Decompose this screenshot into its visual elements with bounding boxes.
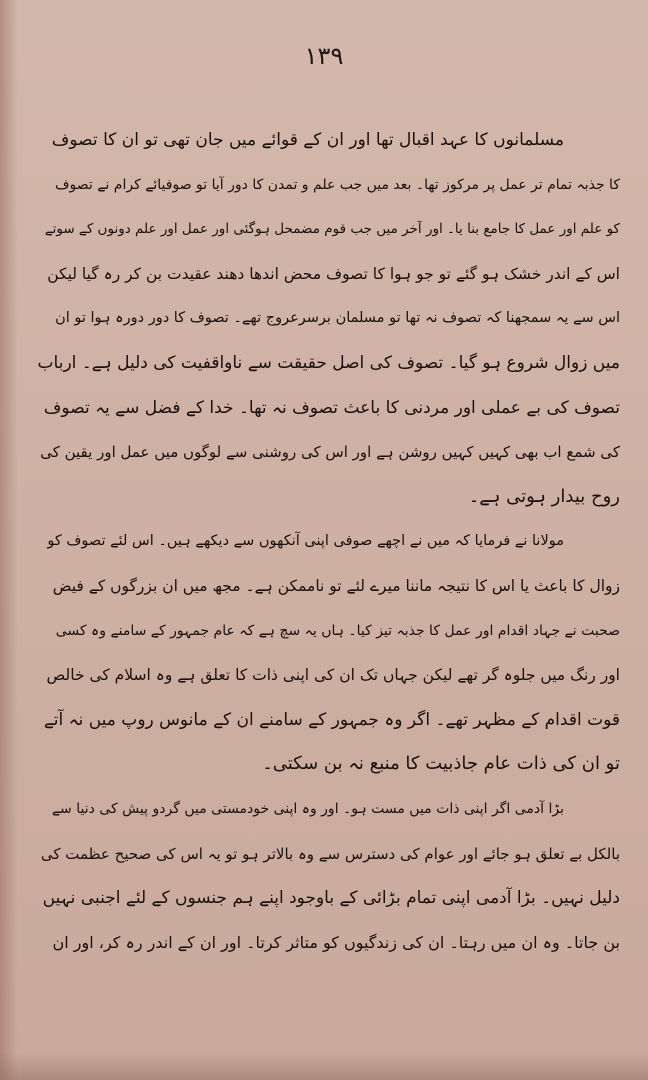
- page-left-shadow: [0, 0, 18, 1080]
- text-line: بالکل بے تعلق ہو جائے اور عوام کی دسترس سے وہ بالاتر ہو تو یہ اس کی صحیح عظمت کی: [40, 844, 620, 863]
- text-line: زوال کا باعث یا اس کا نتیجہ ماننا میرے لئے تو ناممکن ہے۔ مجھ میں ان بزرگوں کے فیض: [52, 576, 620, 595]
- text-line: مولانا نے فرمایا کہ میں نے اچھے صوفی اپنی آنکھوں سے دیکھے ہیں۔ اس لئے تصوف کو: [47, 533, 564, 550]
- text-line: قوت اقدام کے مظہر تھے۔ اگر وہ جمہور کے سامنے ان کے مانوس روپ میں نہ آتے: [43, 709, 620, 730]
- text-line: بن جاتا۔ وہ ان میں رہتا۔ ان کی زندگیوں کو متاثر کرتا۔ اور ان کے اندر رہ کر، اور ان: [52, 932, 620, 952]
- text-line: اس سے یہ سمجھنا کہ تصوف نہ تھا تو مسلمان برسرعروج تھے۔ تصوف کا دور دورہ ہوا تو ان: [55, 310, 620, 327]
- text-line: اس کے اندر خشک ہو گئے تو جو ہوا کا تصوف محض اندھا دھند عقیدت بن کر رہ گیا لیکن: [47, 264, 620, 283]
- text-line: تصوف کی بے عملی اور مردنی کا باعث تصوف نہ تھا۔ خدا کے فضل سے یہ تصوف: [43, 397, 620, 418]
- body-text: [38, 118, 620, 965]
- page-number: ۱۳۹: [304, 42, 344, 70]
- text-line: تو ان کی ذات عام جاذبیت کا منبع نہ بن سکتی۔: [262, 753, 620, 775]
- text-line: میں زوال شروع ہو گیا۔ تصوف کی اصل حقیقت سے ناواقفیت کی دلیل ہے۔ ارباب: [38, 352, 620, 373]
- text-line: کی شمع اب بھی کہیں کہیں روشن ہے اور اس کی روشنی سے لوگوں میں عمل اور یقین کی: [40, 443, 620, 462]
- text-line: اور رنگ میں جلوہ گر تھے لیکن جہاں تک ان کی اپنی ذات کا تعلق ہے وہ اسلام کی خالص: [46, 666, 620, 685]
- text-line: دلیل نہیں۔ بڑا آدمی اپنی تمام بڑائی کے باوجود اپنے ہم جنسوں کے لئے اجنبی نہیں: [42, 888, 620, 909]
- text-line: روح بیدار ہوتی ہے۔: [468, 485, 620, 507]
- text-line: صحبت نے جہاد اقدام اور عمل کا جذبہ تیز کیا۔ ہاں یہ سچ ہے کہ عام جمہور کے سامنے وہ کسی: [55, 622, 620, 639]
- text-line: کا جذبہ تمام تر عمل پر مرکوز تھا۔ بعد میں جب علم و تمدن کا دور آیا تو صوفیائے کرام نے تصوف: [55, 176, 620, 193]
- page-bottom-shadow: [0, 1052, 648, 1080]
- text-line: بڑا آدمی اگر اپنی ذات میں مست ہو۔ اور وہ اپنی خودمستی میں گردو پیش کی دنیا سے: [51, 800, 564, 817]
- text-line: کو علم اور عمل کا جامع بنا یا۔ اور آخر میں جب قوم مضمحل ہوگئی اور عمل اور علم دونوں کے سوتے: [44, 221, 620, 238]
- text-line: مسلمانوں کا عہد اقبال تھا اور ان کے قوائے میں جان تھی تو ان کا تصوف: [51, 130, 564, 150]
